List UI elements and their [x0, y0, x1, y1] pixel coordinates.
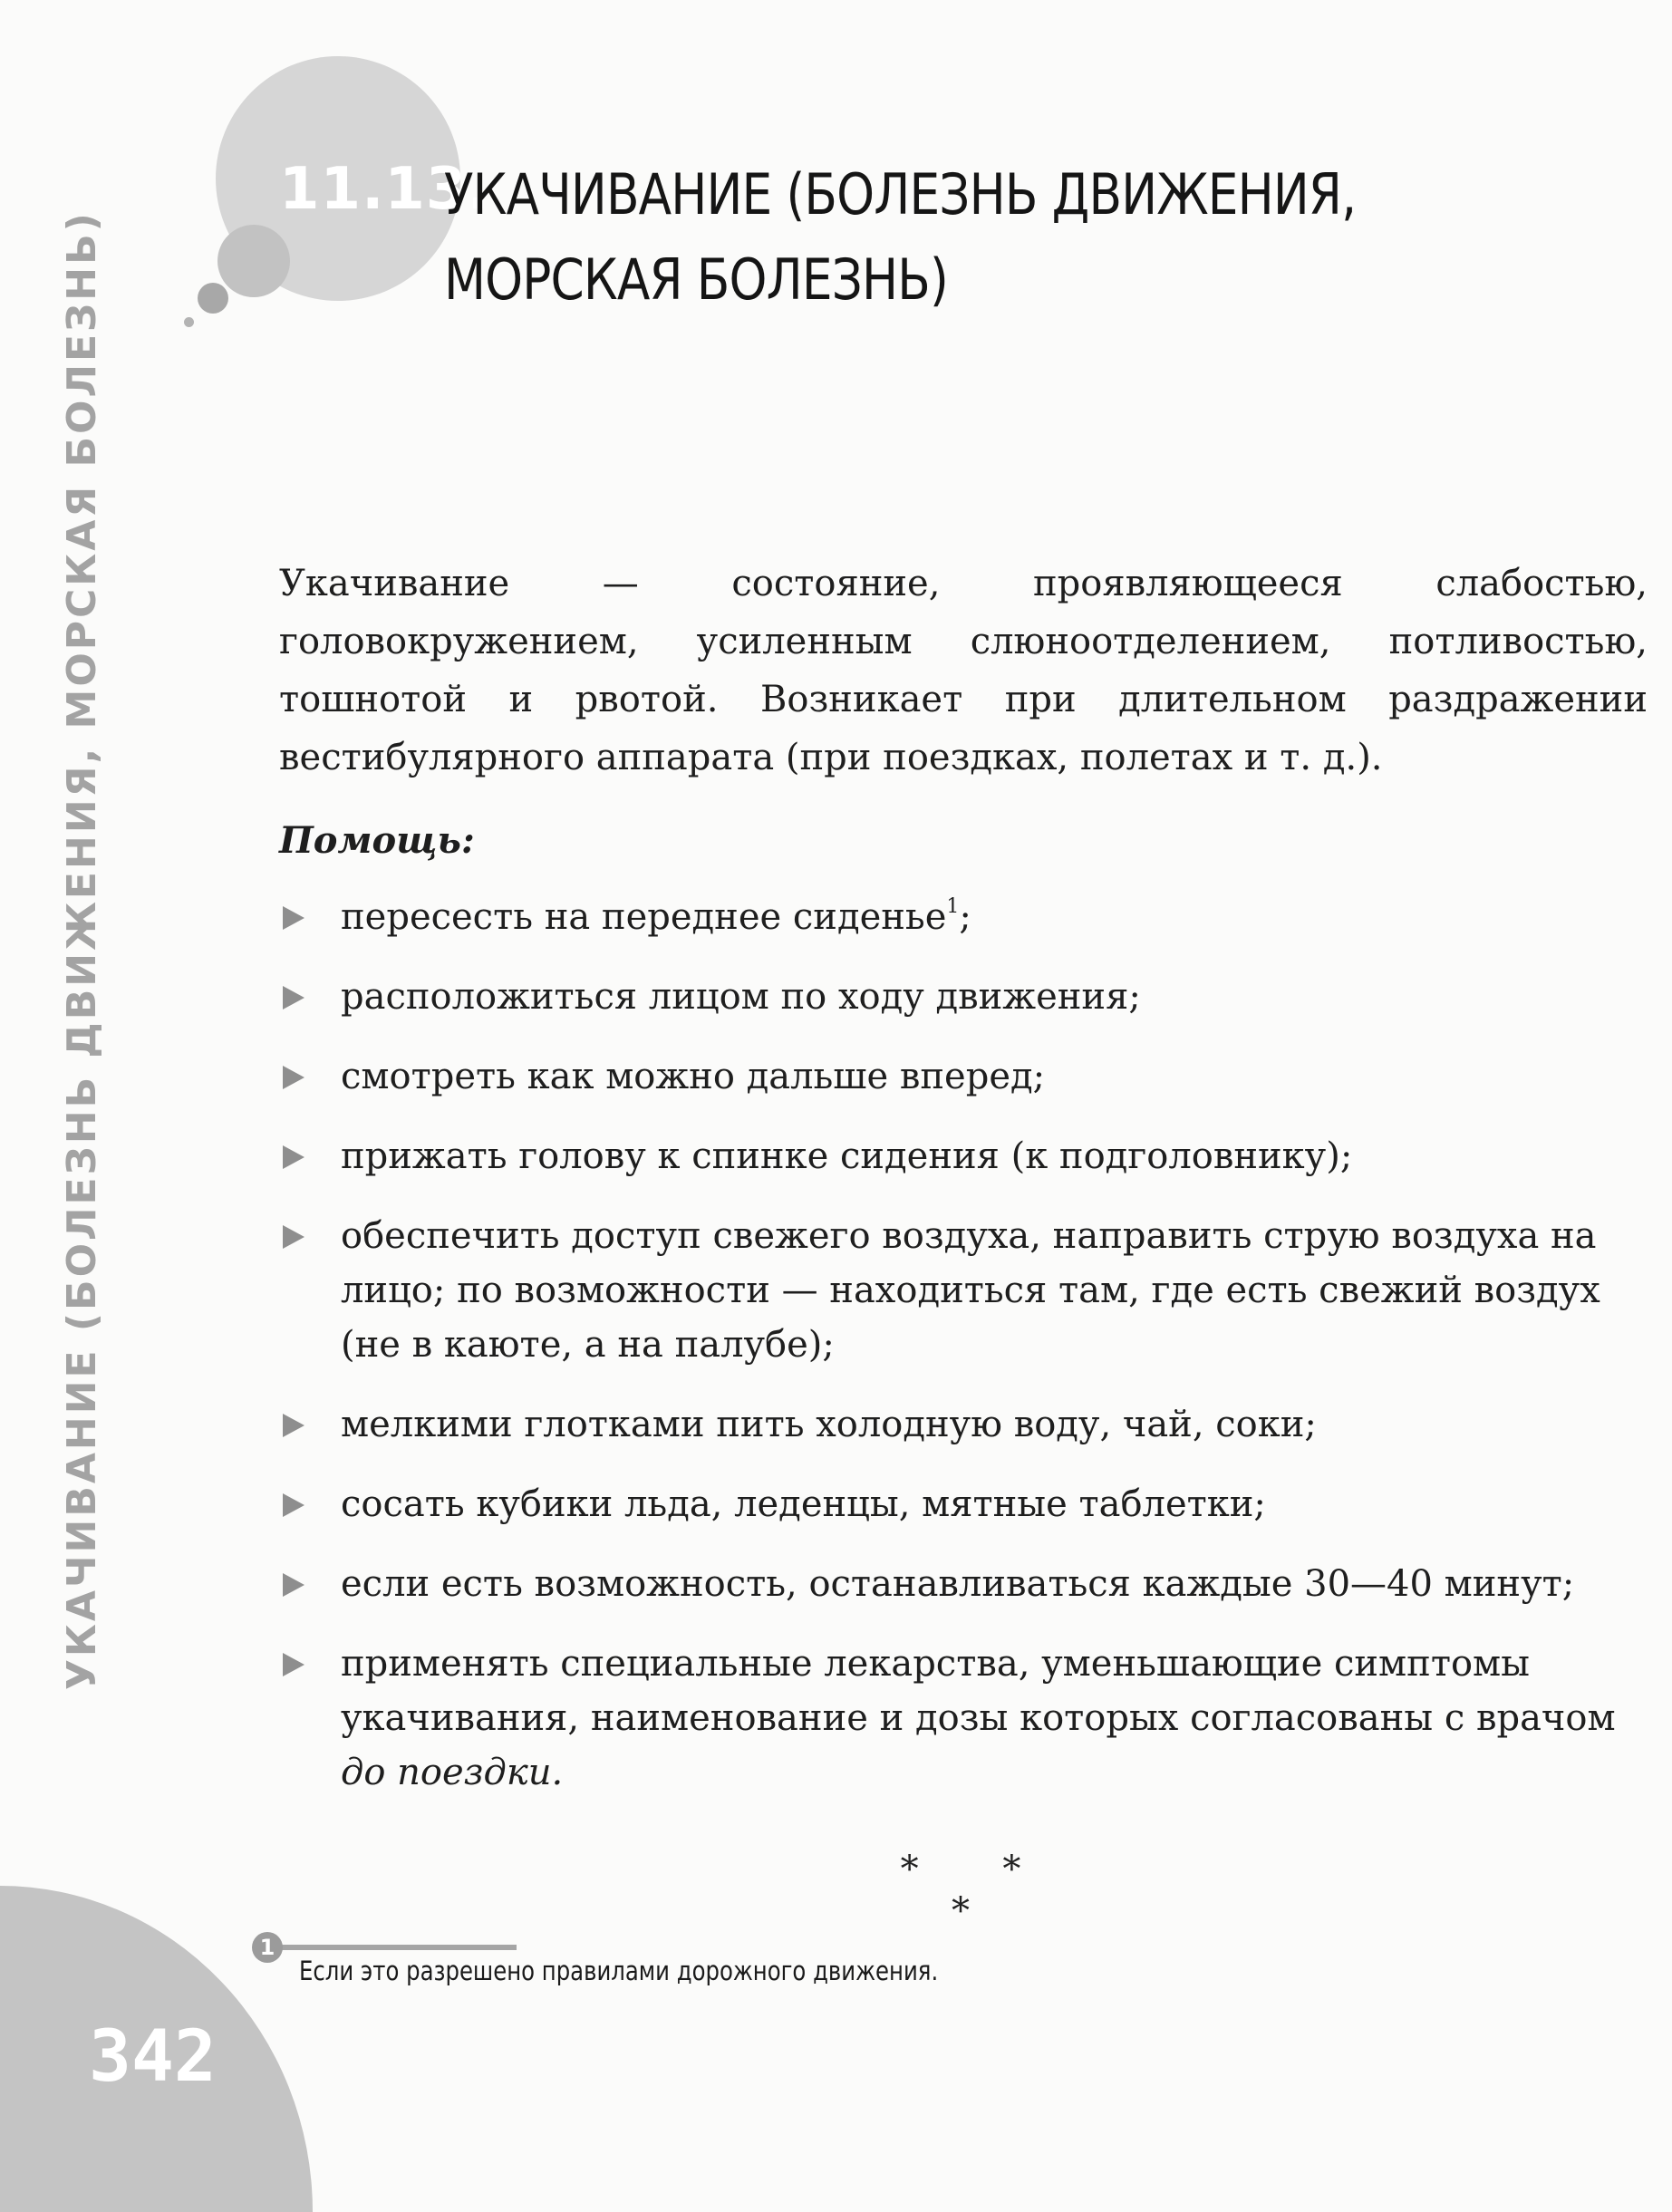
triangle-bullet-icon: [283, 1225, 304, 1249]
decorative-circle-medium: [217, 225, 290, 297]
list-item: смотреть как можно дальше вперед;: [279, 1049, 1648, 1104]
triangle-bullet-icon: [283, 1493, 304, 1517]
list-item: применять специальные лекарства, уменьшающие симптомы укачивания, наименование и дозы которых согласованы с врачом до поездки.: [279, 1637, 1648, 1800]
decorative-circle-small: [198, 283, 228, 314]
help-list: [279, 890, 1648, 1800]
decorative-circle-dot: [184, 317, 194, 327]
section-title-line-1: УКАЧИВАНИЕ (БОЛЕЗНЬ ДВИЖЕНИЯ,: [444, 161, 1357, 227]
list-item: пересесть на переднее сиденье$^1$;: [279, 890, 1648, 944]
list-item: если есть возможность, останавливаться каждые 30—40 минут;: [279, 1557, 1648, 1611]
help-heading: Помощь:: [279, 819, 475, 862]
triangle-bullet-icon: [283, 1066, 304, 1089]
running-title-vertical: УКАЧИВАНИЕ (БОЛЕЗНЬ ДВИЖЕНИЯ, МОРСКАЯ БОЛЕЗНЬ): [59, 210, 105, 1690]
definition-paragraph: Укачивание — состояние, проявляющееся слабостью, головокружением, усиленным слюноотделением, потливостью, тошнотой и рвотой. Возникает при длительном раздражении вестибулярного аппарата (при поездках, полетах и т. д.).: [279, 563, 1648, 778]
triangle-bullet-icon: [283, 986, 304, 1009]
section-separator: * * *: [900, 1849, 1058, 1932]
footnote-rule: [279, 1945, 517, 1950]
footnote-marker: 1: [252, 1932, 283, 1963]
section-title: [444, 152, 1504, 323]
list-item: обеспечить доступ свежего воздуха, направить струю воздуха на лицо; по возможности — находиться там, где есть свежий воздух (не в каюте, а на палубе);: [279, 1209, 1648, 1372]
section-title-line-2: МОРСКАЯ БОЛЕЗНЬ): [444, 246, 948, 313]
footnote-reference: 1: [946, 895, 960, 918]
page-number: 342: [89, 2016, 217, 2098]
footnote-text: Если это разрешено правилами дорожного движения.: [299, 1956, 939, 1986]
main-content: [279, 555, 1648, 1825]
triangle-bullet-icon: [283, 906, 304, 930]
list-item: мелкими глотками пить холодную воду, чай, соки;: [279, 1397, 1648, 1452]
list-item: расположиться лицом по ходу движения;: [279, 970, 1648, 1024]
section-number: 11.13.: [279, 156, 490, 223]
triangle-bullet-icon: [283, 1145, 304, 1169]
triangle-bullet-icon: [283, 1653, 304, 1676]
triangle-bullet-icon: [283, 1573, 304, 1597]
list-item: прижать голову к спинке сидения (к подголовнику);: [279, 1129, 1648, 1183]
list-item: сосать кубики льда, леденцы, мятные таблетки;: [279, 1477, 1648, 1531]
triangle-bullet-icon: [283, 1414, 304, 1437]
